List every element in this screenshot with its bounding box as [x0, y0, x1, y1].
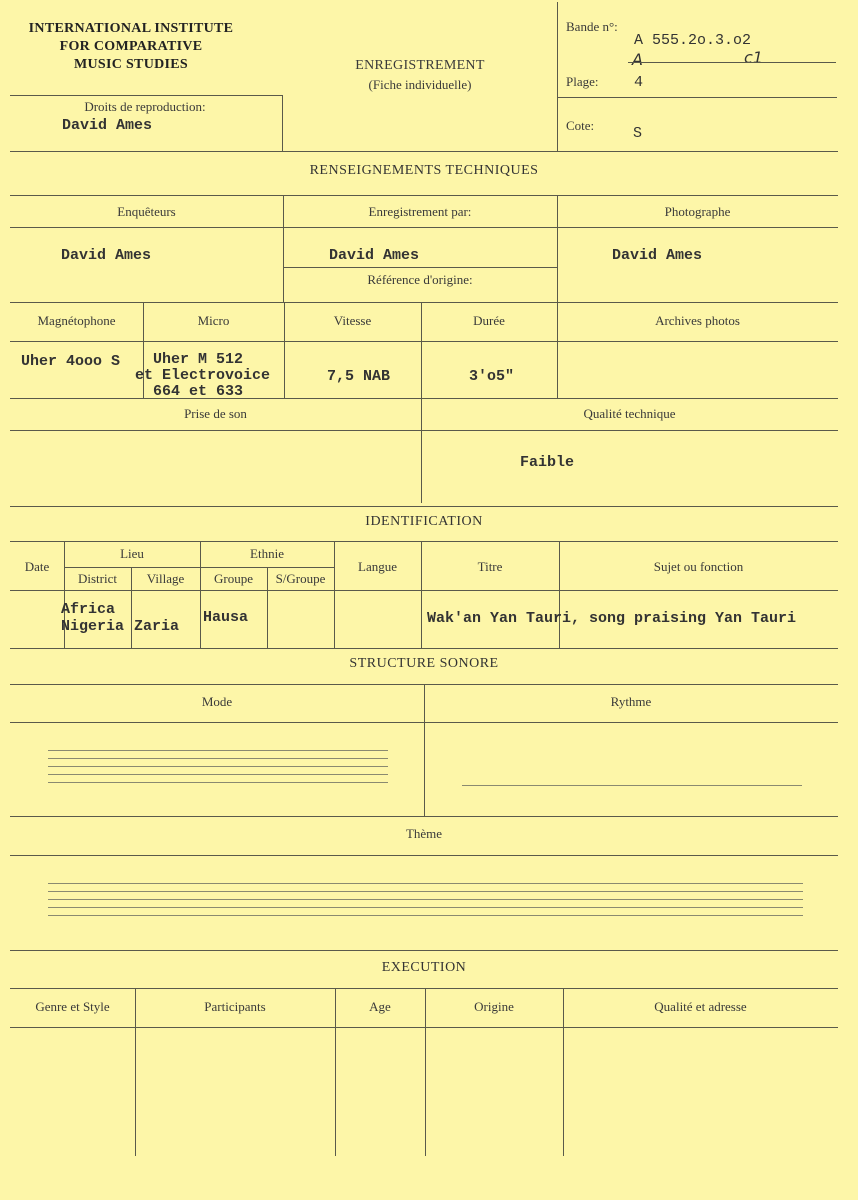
form-subtitle: (Fiche individuelle)	[368, 77, 472, 92]
theme-staff-line-3	[48, 899, 803, 900]
bande-label: Bande n°:	[566, 19, 618, 34]
ethnie-label: Ethnie	[250, 546, 284, 561]
identification-header: IDENTIFICATION	[365, 514, 483, 529]
enregistrement-value: David Ames	[329, 247, 420, 264]
ident-div-ethnie	[334, 541, 335, 649]
date-label: Date	[24, 559, 50, 574]
plage-label: Plage:	[566, 74, 599, 89]
reference-line	[283, 267, 557, 268]
theme-staff-line-1	[48, 883, 803, 884]
magnetophone-label: Magnétophone	[37, 313, 116, 328]
mode-label: Mode	[201, 694, 233, 709]
theme-label-line	[10, 855, 838, 856]
genre-label: Genre et Style	[35, 999, 110, 1014]
mode-staff-line-1	[48, 750, 388, 751]
structure-bottom-line	[10, 816, 838, 817]
lieu-label: Lieu	[120, 546, 144, 561]
langue-label: Langue	[358, 559, 397, 574]
duree-value: 3'o5"	[469, 368, 515, 385]
theme-staff-line-2	[48, 891, 803, 892]
enqueteurs-value: David Ames	[61, 247, 152, 264]
mode-staff-line-2	[48, 758, 388, 759]
technical-row1-line	[10, 227, 838, 228]
rythme-line	[462, 785, 802, 786]
district-line-1: Africa	[61, 601, 116, 618]
ident-div-langue	[421, 541, 422, 649]
tech-div-vitesse	[421, 302, 422, 503]
ident-bottom-line	[10, 648, 838, 649]
cote-value: S	[633, 125, 643, 142]
theme-staff-line-5	[48, 915, 803, 916]
theme-label: Thème	[405, 826, 443, 841]
groupe-value: Hausa	[203, 609, 249, 626]
prise-label: Prise de son	[184, 406, 247, 421]
mode-staff-line-5	[48, 782, 388, 783]
micro-line-1: Uher M 512	[153, 351, 244, 368]
structure-label-line	[10, 722, 838, 723]
enregistrement-label: Enregistrement par:	[368, 204, 472, 219]
execution-label-line	[10, 1027, 838, 1028]
theme-staff-line-4	[48, 907, 803, 908]
photographe-label: Photographe	[664, 204, 731, 219]
qualite-adresse-label: Qualité et adresse	[654, 999, 747, 1014]
ident-top-line	[10, 541, 838, 542]
tech-row2-mid	[10, 341, 838, 342]
structure-header: STRUCTURE SONORE	[349, 656, 499, 671]
cote-label: Cote:	[566, 118, 595, 133]
micro-line-3: 664 et 633	[153, 383, 244, 400]
vitesse-label: Vitesse	[333, 313, 372, 328]
district-label: District	[78, 571, 117, 586]
header-right-divider	[557, 2, 558, 152]
tech-bottom-line	[10, 506, 838, 507]
header-bottom-line	[10, 151, 838, 152]
titre-value: Wak'an Yan Tauri, song praising Yan Tauri	[427, 610, 797, 627]
plage-underline	[557, 97, 837, 98]
groupe-label: Groupe	[214, 571, 253, 586]
institute-line-2: FOR COMPARATIVE	[59, 39, 203, 54]
age-label: Age	[369, 999, 391, 1014]
vitesse-value: 7,5 NAB	[327, 368, 391, 385]
rights-box-right	[282, 95, 283, 151]
bande-underline	[628, 62, 836, 63]
institute-line-1: INTERNATIONAL INSTITUTE	[28, 21, 234, 36]
origine-label: Origine	[474, 999, 514, 1014]
village-label: Village	[146, 571, 185, 586]
micro-line-2: et Electrovoice	[135, 367, 271, 384]
execution-header: EXECUTION	[381, 960, 467, 975]
archives-label: Archives photos	[655, 313, 740, 328]
sujet-label: Sujet ou fonction	[653, 559, 744, 574]
district-line-2: Nigeria	[61, 618, 125, 635]
bande-handwritten-number: c1	[744, 48, 763, 67]
mode-staff-line-3	[48, 766, 388, 767]
form-title: ENREGISTREMENT	[355, 58, 485, 73]
tech-row3-mid	[10, 430, 838, 431]
reference-label: Référence d'origine:	[367, 272, 473, 287]
participants-label: Participants	[204, 999, 266, 1014]
theme-bottom-line	[10, 950, 838, 951]
magnetophone-value: Uher 4ooo S	[21, 353, 121, 370]
duree-label: Durée	[473, 313, 505, 328]
tech-row2-top	[10, 302, 838, 303]
photographe-value: David Ames	[612, 247, 703, 264]
ident-div-titre	[559, 541, 560, 649]
institute-line-3: MUSIC STUDIES	[74, 57, 188, 72]
mode-staff-line-4	[48, 774, 388, 775]
ident-sub-line	[64, 567, 334, 568]
institute-name	[6, 20, 256, 74]
qualite-technique-label: Qualité technique	[583, 406, 676, 421]
ident-header-bottom	[10, 590, 838, 591]
technical-header-line	[10, 195, 838, 196]
rights-label: Droits de reproduction:	[84, 99, 206, 114]
titre-label: Titre	[477, 559, 503, 574]
village-value: Zaria	[134, 618, 180, 635]
plage-value: 4	[634, 74, 644, 91]
rights-box-top	[10, 95, 282, 96]
rights-value: David Ames	[62, 117, 153, 134]
tech-row3-top	[10, 398, 838, 399]
bande-handwritten-letter: A	[632, 50, 643, 69]
bande-value: A 555.2o.3.o2	[634, 32, 752, 49]
enqueteurs-label: Enquêteurs	[117, 204, 176, 219]
micro-label: Micro	[197, 313, 230, 328]
qualite-technique-value: Faible	[520, 454, 575, 471]
rythme-label: Rythme	[610, 694, 652, 709]
sgroupe-label: S/Groupe	[275, 571, 326, 586]
technical-header: RENSEIGNEMENTS TECHNIQUES	[309, 163, 539, 178]
